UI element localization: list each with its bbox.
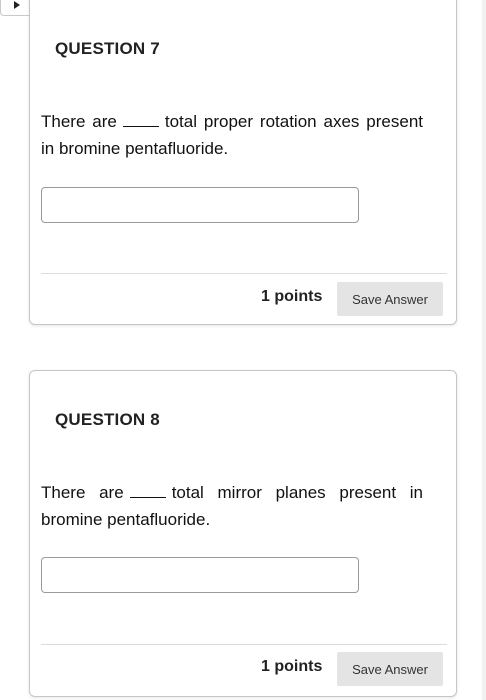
question-text-after: total proper rotation axes present in bromine pentafluoride. [41, 112, 424, 158]
question-title: QUESTION 8 [55, 410, 160, 429]
question-card-7 [29, 0, 457, 325]
points-label: 1 points [261, 658, 323, 675]
save-answer-button[interactable]: Save Answer [337, 652, 443, 686]
divider [41, 273, 447, 274]
question-title: QUESTION 7 [55, 39, 160, 58]
question-text [41, 479, 423, 533]
fill-in-blank [130, 483, 166, 498]
answer-input[interactable] [41, 557, 359, 593]
scrollbar-track[interactable] [482, 0, 486, 700]
play-arrow-icon [14, 1, 20, 9]
answer-input[interactable] [41, 187, 359, 223]
question-text-after: total mirror planes present in bromine pentafluoride. [41, 483, 424, 529]
divider [41, 644, 447, 645]
fill-in-blank [123, 112, 159, 127]
question-text [41, 108, 423, 162]
save-answer-button[interactable]: Save Answer [337, 282, 443, 316]
question-text-before: There are [41, 112, 117, 131]
question-text-before: There are [41, 483, 124, 502]
question-card-8 [29, 370, 457, 697]
points-label: 1 points [261, 288, 323, 305]
